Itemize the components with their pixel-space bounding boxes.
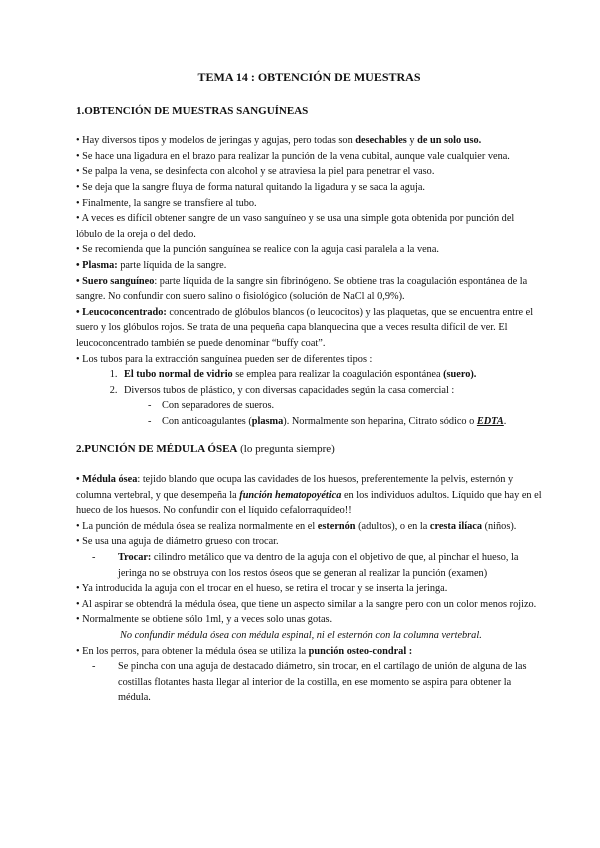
bullet-paralela: • Se recomienda que la punción sanguínea se realice con la aguja casi paralela a la vena.	[76, 244, 439, 256]
bullet-aguja-trocar: • Se usa una aguja de diámetro grueso con trocar.	[76, 536, 279, 548]
perros-list	[76, 659, 542, 706]
bullet-palpa-vena: • Se palpa la vena, se desinfecta con alcohol y se atraviesa la piel para penetrar el vaso.	[76, 166, 435, 178]
bullet-ligadura: • Se hace una ligadura en el brazo para realizar la punción de la vena cubital, aunque vale cualquier vena.	[76, 150, 510, 162]
bullet-medula-osea: • Médula ósea: tejido blando que ocupa las cavidades de los huesos, preferentemente la pelvis, esternón y columna vertebral, y que desempeña la función hematopoyética en los individuos adultos. Líquido que hay en el hueco de los huesos. No confundir con el líquido cefalorraquídeo!!	[76, 474, 542, 517]
bullet-puncion-esternon: • La punción de médula ósea se realiza normalmente en el esternón (adultos), o en la cresta ilíaca (niños).	[76, 520, 517, 532]
plastic-tubes-list	[76, 398, 542, 429]
bullet-1ml: • Normalmente se obtiene sólo 1ml, y a veces solo unas gotas.	[76, 614, 333, 626]
list-item: - Con anticoagulantes (plasma). Normalmente son heparina, Citrato sódico o EDTA.	[148, 414, 542, 430]
bullet-suero: • Suero sanguíneo: parte líquida de la sangre sin fibrinógeno. Se obtiene tras la coagulación espontánea de la sangre. No confundir con suero salino o fisiológico (solución de NaCl al 0,9%).	[76, 275, 528, 303]
bullet-aspirar: • Al aspirar se obtendrá la médula ósea, que tiene un aspecto similar a la sangre pero con un color menos rojizo.	[76, 598, 537, 610]
bullet-perros: • En los perros, para obtener la médula ósea se utiliza la punción osteo-condral :	[76, 645, 413, 657]
tubos-list	[76, 367, 542, 398]
section-2-heading: 2.PUNCIÓN DE MÉDULA ÓSEA (lo pregunta siempre)	[76, 443, 335, 456]
bullet-jeringas: • Hay diversos tipos y modelos de jeringas y agujas, pero todas son desechables y de un solo uso.	[76, 135, 482, 147]
trocar-list	[76, 550, 542, 581]
bullet-plasma: • Plasma: parte líquida de la sangre.	[76, 259, 227, 271]
list-item: 1. El tubo normal de vidrio se emplea para realizar la coagulación espontánea (suero).	[120, 367, 542, 383]
bullet-gota: • A veces es difícil obtener sangre de un vaso sanguíneo y se usa una simple gota obtenida por punción del lóbulo de la oreja o del dedo.	[76, 213, 515, 240]
bullet-transfiere: • Finalmente, la sangre se transfiere al tubo.	[76, 197, 257, 209]
list-item: - Se pincha con una aguja de destacado diámetro, sin trocar, en el cartílago de unión de alguna de las costillas flotantes hasta llegar al interior de la costilla, en ese momento se aspira para obtener la médula.	[92, 659, 542, 706]
bullet-leucoconcentrado: • Leucoconcentrado: concentrado de glóbulos blancos (o leucocitos) y las plaquetas, que se encuentra entre el suero y los glóbulos rojos. Se trata de una pequeña capa blanquecina que a veces resulta difícil de ver. El leucoconcentrado también se puede denominar “buffy coat”.	[76, 306, 534, 349]
note-no-confundir: No confundir médula ósea con médula espinal, ni el esternón con la columna vertebral.	[120, 630, 482, 641]
document-title: TEMA 14 : OBTENCIÓN DE MUESTRAS	[197, 70, 421, 84]
section-1-heading: 1.OBTENCIÓN DE MUESTRAS SANGUÍNEAS	[76, 104, 309, 117]
bullet-sangre-fluya: • Se deja que la sangre fluya de forma natural quitando la ligadura y se saca la aguja.	[76, 181, 425, 193]
bullet-retira-trocar: • Ya introducida la aguja con el trocar en el hueso, se retira el trocar y se inserta la jeringa.	[76, 583, 448, 595]
list-item: 2. Diversos tubos de plástico, y con diversas capacidades según la casa comercial :	[120, 383, 542, 399]
bullet-tubos: • Los tubos para la extracción sanguínea pueden ser de diferentes tipos :	[76, 353, 373, 365]
list-item: - Con separadores de sueros.	[148, 398, 542, 414]
list-item: - Trocar: cilindro metálico que va dentro de la aguja con el objetivo de que, al pinchar el hueso, la jeringa no se obstruya con los restos óseos que se generan al realizar la punción (examen)	[92, 550, 542, 581]
